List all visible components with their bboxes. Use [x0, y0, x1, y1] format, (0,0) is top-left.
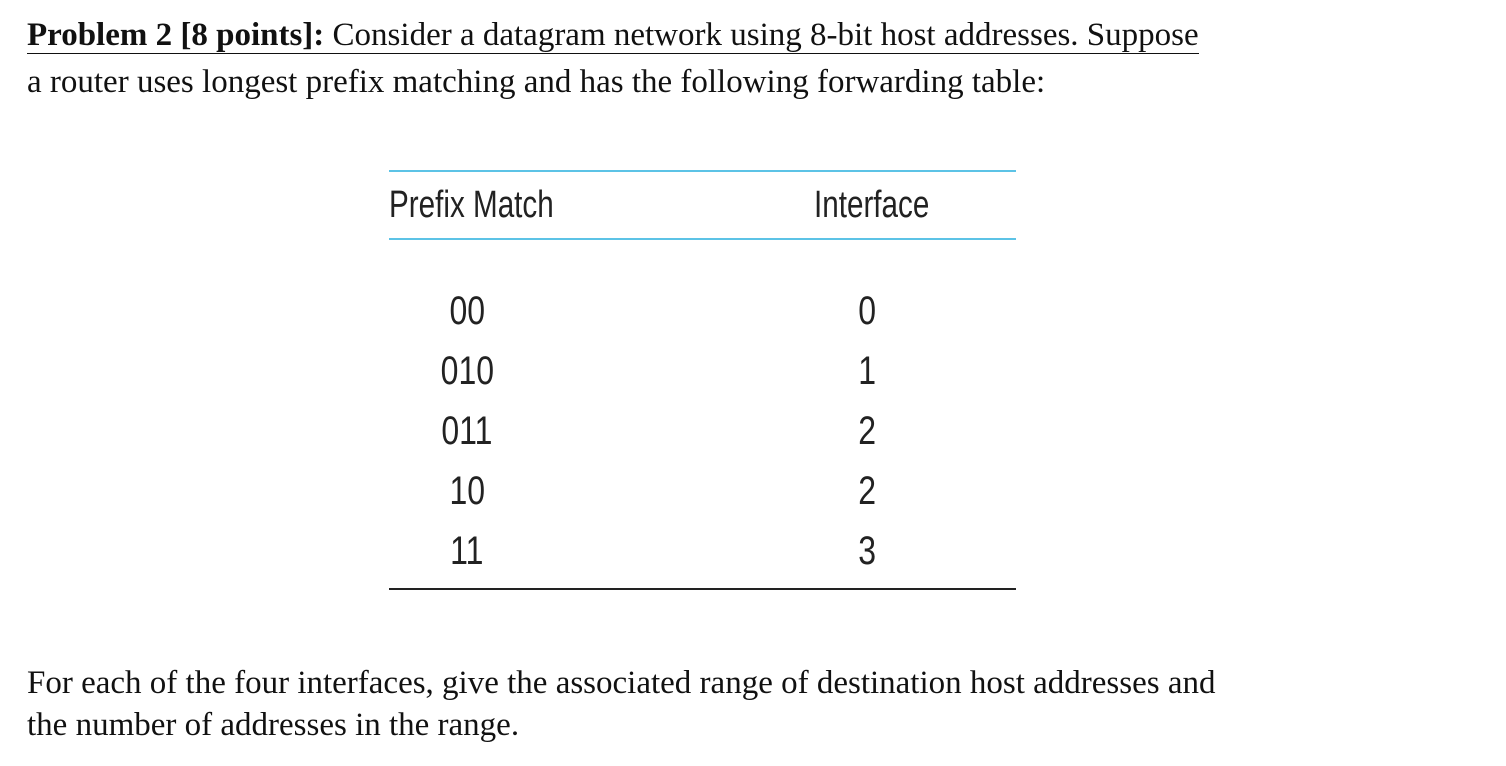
- problem-heading: Problem 2 [8 points]:: [27, 17, 325, 53]
- table-top-rule: [389, 170, 1016, 172]
- problem-heading-underline: [27, 17, 1199, 54]
- question-line-2: the number of addresses in the range.: [27, 707, 520, 743]
- row-interface: 2: [858, 409, 876, 453]
- row-interface: 1: [858, 349, 876, 393]
- row-interface: 2: [858, 469, 876, 513]
- header-prefix-match: Prefix Match: [389, 184, 554, 226]
- problem-text-line-1: Consider a datagram network using 8-bit host addresses. Suppose: [332, 17, 1199, 53]
- table-bottom-rule: [389, 588, 1016, 590]
- header-interface: Interface: [814, 184, 930, 226]
- problem-line-1: [27, 12, 1467, 59]
- row-interface: 0: [858, 289, 876, 333]
- problem-statement: [27, 12, 1467, 106]
- question-line-1: For each of the four interfaces, give the associated range of destination host addresses and: [27, 665, 1216, 701]
- row-prefix: 010: [440, 349, 494, 393]
- row-prefix: 011: [441, 409, 493, 453]
- question-text: [27, 662, 1467, 746]
- row-interface: 3: [858, 529, 876, 573]
- row-prefix: 10: [449, 469, 485, 513]
- table-header-rule: [389, 238, 1016, 240]
- row-prefix: 00: [449, 289, 485, 333]
- row-prefix: 11: [450, 529, 484, 573]
- problem-text-line-2: a router uses longest prefix matching and has the following forwarding table:: [27, 64, 1046, 100]
